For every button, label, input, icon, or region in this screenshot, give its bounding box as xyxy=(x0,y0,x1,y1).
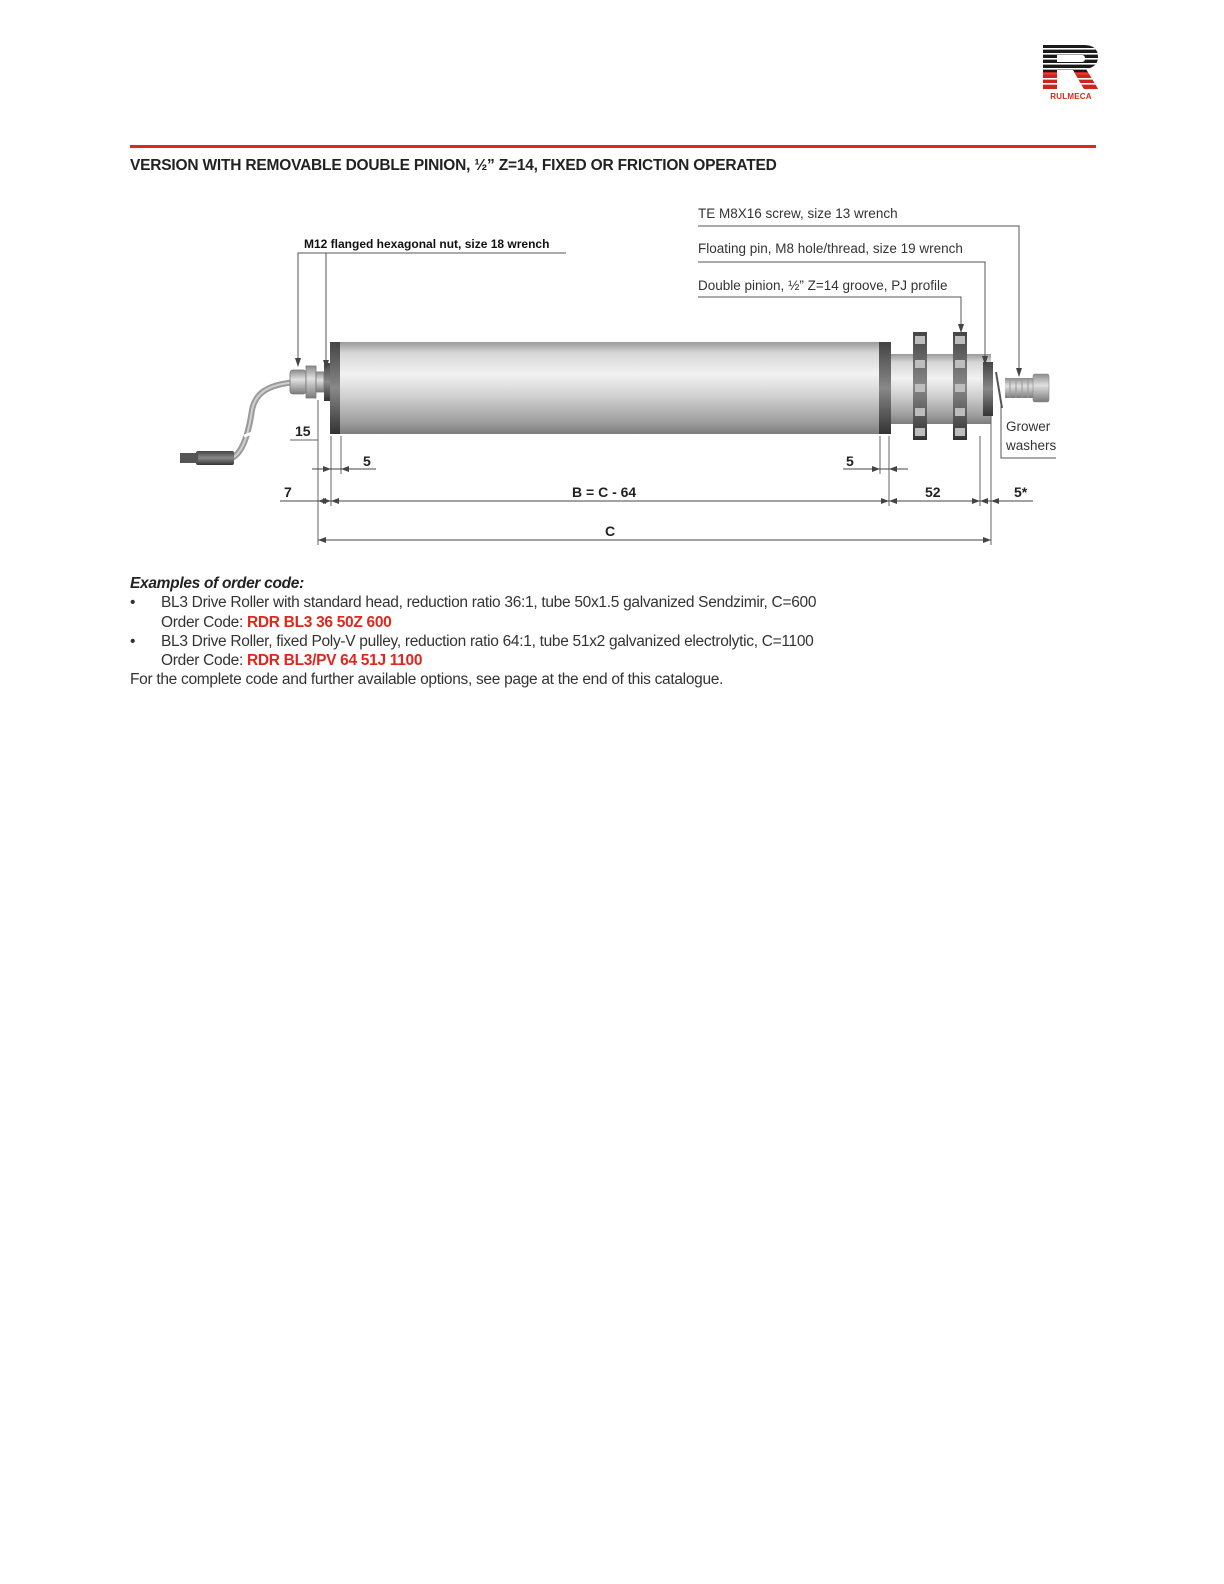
bullet-icon: • xyxy=(130,632,136,650)
logo-text: RULMECA xyxy=(1050,92,1092,101)
pinion-gear-right-icon xyxy=(953,332,967,440)
example-text: BL3 Drive Roller, fixed Poly-V pulley, reduction ratio 64:1, tube 51x2 galvanized electrolytic, C=1100 xyxy=(161,632,814,650)
order-code-line xyxy=(130,613,1030,632)
bullet-icon: • xyxy=(130,594,136,612)
order-code-line xyxy=(130,651,1030,670)
list-item xyxy=(130,593,1030,612)
order-code-label: Order Code: xyxy=(161,652,247,670)
label-pinion: Double pinion, ½” Z=14 groove, PJ profile xyxy=(698,278,948,293)
label-screw: TE M8X16 screw, size 13 wrench xyxy=(698,206,898,221)
order-code-label: Order Code: xyxy=(161,613,247,631)
order-code-value: RDR BL3/PV 64 51J 1100 xyxy=(247,652,423,670)
order-code-value: RDR BL3 36 50Z 600 xyxy=(247,613,392,631)
dim-5-star: 5* xyxy=(1014,484,1028,500)
label-grower-1: Grower xyxy=(1006,419,1051,434)
dim-b-formula: B = C - 64 xyxy=(572,484,637,500)
label-grower-2: washers xyxy=(1006,438,1057,453)
tube-right-end xyxy=(879,342,891,434)
dimension-arrows xyxy=(318,466,999,543)
order-code-examples xyxy=(130,574,1030,690)
cable xyxy=(180,382,298,465)
label-pin: Floating pin, M8 hole/thread, size 19 wrench xyxy=(698,241,963,256)
dim-5-right: 5 xyxy=(846,453,854,469)
dim-15: 15 xyxy=(295,423,311,439)
examples-heading: Examples of order code: xyxy=(130,575,304,592)
dim-52: 52 xyxy=(925,484,941,500)
roller-tube xyxy=(330,342,888,434)
dim-c: C xyxy=(605,523,616,539)
example-text: BL3 Drive Roller with standard head, reduction ratio 36:1, tube 50x1.5 galvanized Sendzimir, C=600 xyxy=(161,594,817,612)
dim-5-left: 5 xyxy=(363,453,371,469)
dimension-lines xyxy=(280,469,1033,540)
pinion-gear-left-icon xyxy=(913,332,927,440)
screw-icon xyxy=(1005,374,1049,402)
dim-7: 7 xyxy=(284,484,292,500)
examples-footer: For the complete code and further available options, see page at the end of this catalogue. xyxy=(130,671,724,689)
section-title: VERSION WITH REMOVABLE DOUBLE PINION, ½” Z=14, FIXED OR FRICTION OPERATED xyxy=(130,157,777,174)
tube-left-end xyxy=(330,342,340,434)
left-head xyxy=(290,363,332,401)
connector-icon xyxy=(196,451,234,465)
roller-drawing xyxy=(0,0,1224,560)
list-item xyxy=(130,632,1030,651)
label-nut: M12 flanged hexagonal nut, size 18 wrench xyxy=(304,237,550,251)
